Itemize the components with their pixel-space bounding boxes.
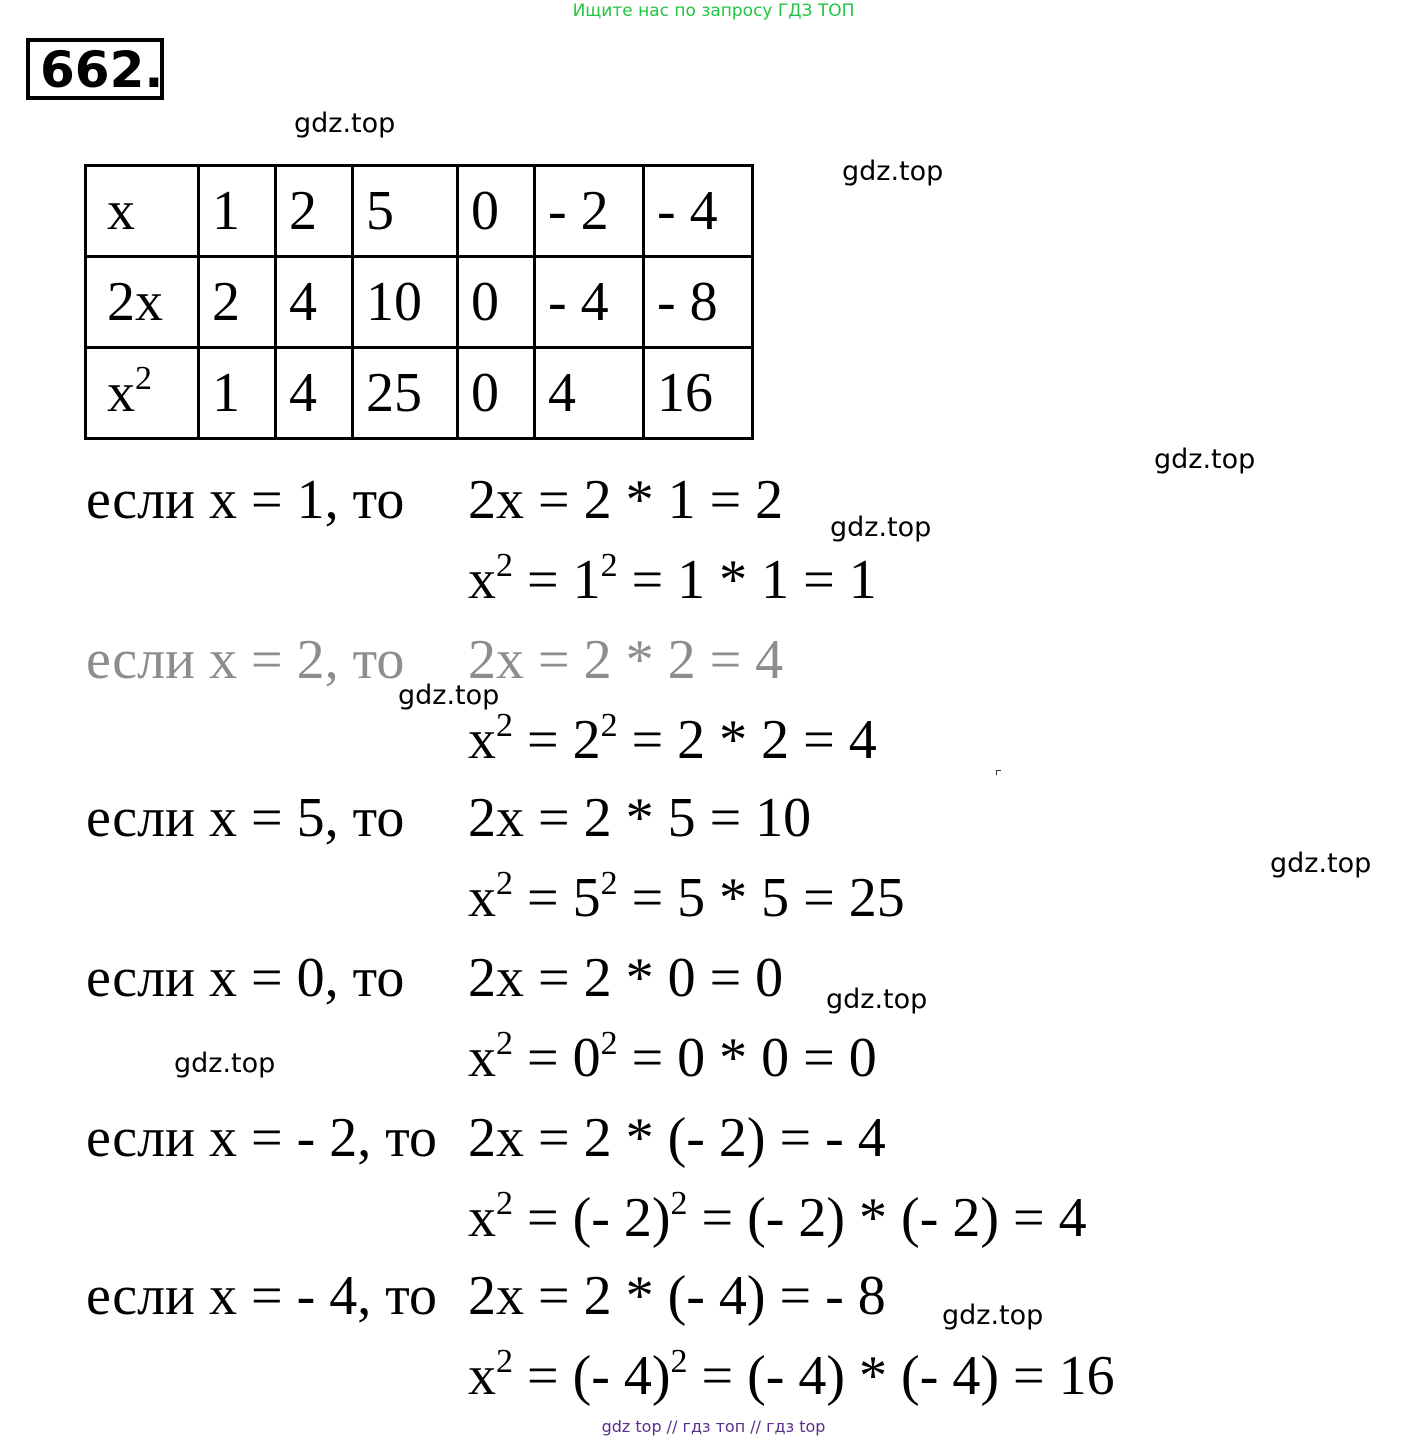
table-cell: 2 <box>276 166 353 257</box>
values-table <box>84 164 754 440</box>
watermark: gdz.top <box>942 1300 1044 1331</box>
table-cell: 0 <box>458 257 535 348</box>
table-cell: 25 <box>353 348 458 439</box>
table-cell: - 2 <box>535 166 644 257</box>
table-cell: 4 <box>276 257 353 348</box>
problem-number: 662. <box>26 38 164 100</box>
square-equation: $x^2$ = (- 4)$^2$ = (- 4) * (- 4) = 16 <box>468 1343 1115 1407</box>
condition-line: если x = - 2, то <box>86 1107 437 1169</box>
double-equation: 2x = 2 * 0 = 0 <box>468 947 784 1009</box>
square-equation: $x^2 = 2^2 = 2 * 2 = 4$ <box>468 707 877 771</box>
table-cell: 16 <box>644 348 753 439</box>
table-cell: - 4 <box>644 166 753 257</box>
top-search-note: Ищите нас по запросу ГДЗ ТОП <box>572 1 855 21</box>
table-row <box>86 257 753 348</box>
condition-line: если x = 0, то <box>86 947 405 1009</box>
table-cell: 0 <box>458 166 535 257</box>
double-equation: 2x = 2 * 1 = 2 <box>468 469 784 531</box>
watermark: gdz.top <box>174 1048 276 1079</box>
table-cell: 5 <box>353 166 458 257</box>
row-label: x <box>86 166 199 257</box>
table-cell: 1 <box>199 348 276 439</box>
table-cell: 1 <box>199 166 276 257</box>
watermark: gdz.top <box>1154 444 1256 475</box>
watermark: gdz.top <box>1270 848 1372 879</box>
square-equation: $x^2 = 5^2 = 5 * 5 = 25$ <box>468 865 905 929</box>
double-equation: 2x = 2 * 5 = 10 <box>468 787 812 849</box>
table-cell: - 4 <box>535 257 644 348</box>
table-cell: - 8 <box>644 257 753 348</box>
row-label: 2x <box>86 257 199 348</box>
condition-line: если x = 1, то <box>86 469 405 531</box>
condition-line: если x = 5, то <box>86 787 405 849</box>
table-cell: 0 <box>458 348 535 439</box>
square-equation: $x^2$ = (- 2)$^2$ = (- 2) * (- 2) = 4 <box>468 1185 1087 1249</box>
table-cell: 4 <box>535 348 644 439</box>
watermark: gdz.top <box>842 156 944 187</box>
table-row <box>86 348 753 439</box>
watermark: gdz.top <box>830 512 932 543</box>
table-cell: 4 <box>276 348 353 439</box>
row-label: $x^2$ <box>86 348 199 439</box>
square-equation: $x^2 = 0^2 = 0 * 0 = 0$ <box>468 1025 877 1089</box>
watermark: gdz.top <box>826 984 928 1015</box>
bottom-note: gdz top // гдз топ // гдз top <box>601 1417 826 1436</box>
table-cell: 2 <box>199 257 276 348</box>
stray-mark <box>996 770 1001 775</box>
watermark: gdz.top <box>294 108 396 139</box>
watermark: gdz.top <box>398 680 500 711</box>
double-equation: 2x = 2 * (- 4) = - 8 <box>468 1265 886 1327</box>
condition-line: если x = 2, то <box>86 629 405 691</box>
square-equation: $x^2 = 1^2 = 1 * 1 = 1$ <box>468 547 877 611</box>
table-cell: 10 <box>353 257 458 348</box>
table-row <box>86 166 753 257</box>
condition-line: если x = - 4, то <box>86 1265 437 1327</box>
double-equation: 2x = 2 * (- 2) = - 4 <box>468 1107 886 1169</box>
double-equation: 2x = 2 * 2 = 4 <box>468 629 784 691</box>
